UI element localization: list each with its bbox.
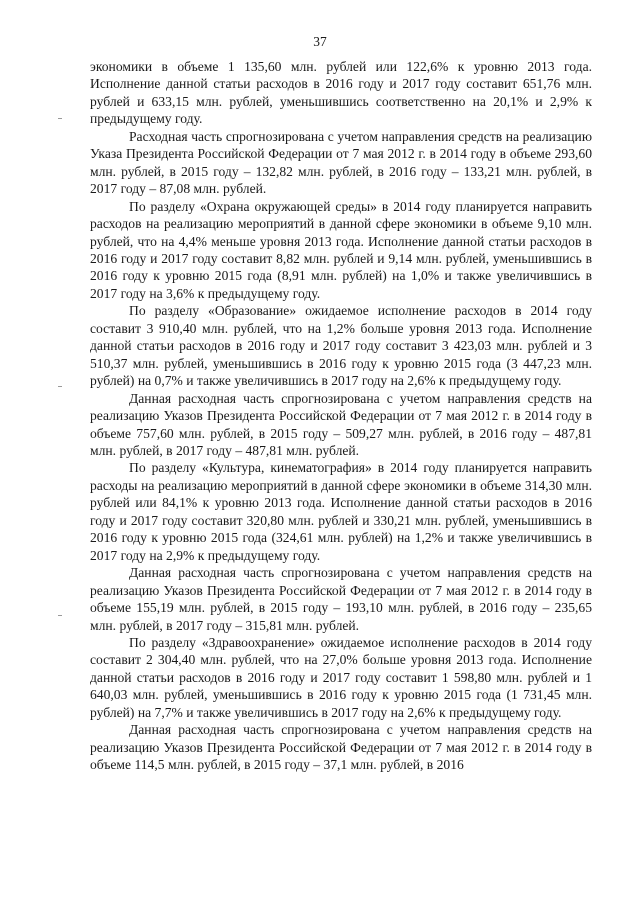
margin-mark: [58, 386, 62, 387]
page-number: 37: [313, 34, 327, 49]
paragraph: Данная расходная часть спрогнозирована с учетом направления средств на реализацию Указов Президента Российской Федерации от 7 мая 2012 г. в 2014 году в объеме 757,60 млн. рублей, в 2015 году – 509,27 млн. рублей, в 2016 году – 487,81 млн. рублей, в 2017 году – 487,81 млн. рублей.: [90, 390, 592, 458]
paragraph: По разделу «Культура, кинематография» в 2014 году планируется направить расходы на реализацию мероприятий в данной сфере экономики в объеме 314,30 млн. рублей или 84,1% к уровню 2013 года. Исполнение данной статьи расходов в 2016 году и 2017 году составит 320,80 млн. рублей и 330,21 млн. рублей, уменьшившись в 2016 году к уровню 2015 года (324,61 млн. рублей) на 1,2% и также увеличившись в 2017 году на 2,9% к предыдущему году.: [90, 460, 592, 563]
paragraph: По разделу «Здравоохранение» ожидаемое исполнение расходов в 2014 году составит 2 304,40 млн. рублей, что на 27,0% больше уровня 2013 года. Исполнение данной статьи расходов в 2016 году и 2017 году составит 1 598,80 млн. рублей и 1 640,03 млн. рублей, уменьшившись в 2016 году к уровню 2015 года (1 731,45 млн. рублей) на 7,7% и также увеличившись в 2017 году на 2,6% к предыдущему году.: [90, 634, 592, 720]
margin-mark: [58, 118, 62, 119]
margin-mark: [58, 615, 62, 616]
paragraph: Данная расходная часть спрогнозирована с учетом направления средств на реализацию Указов Президента Российской Федерации от 7 мая 2012 г. в 2014 году в объеме 155,19 млн. рублей, в 2015 году – 193,10 млн. рублей, в 2016 году – 235,65 млн. рублей, в 2017 году – 315,81 млн. рублей.: [90, 565, 592, 633]
paragraph: Данная расходная часть спрогнозирована с учетом направления средств на реализацию Указов Президента Российской Федерации от 7 мая 2012 г. в 2014 году в объеме 114,5 млн. рублей, в 2015 году – 37,1 млн. рублей, в 2016: [90, 722, 592, 773]
paragraph: экономики в объеме 1 135,60 млн. рублей или 122,6% к уровню 2013 года. Исполнение данной статьи расходов в 2016 году и 2017 году составит 651,76 млн. рублей и 633,15 млн. рублей, уменьшившись соответственно на 20,1% и 2,9% к предыдущему году.: [90, 59, 592, 127]
paragraph: По разделу «Охрана окружающей среды» в 2014 году планируется направить расходов на реализацию мероприятий в данной сфере экономики в объеме 9,10 млн. рублей, что на 4,4% меньше уровня 2013 года. Исполнение данной статьи расходов в 2016 году и 2017 году составит 8,82 млн. рублей и 9,14 млн. рублей, уменьшившись в 2016 году к уровню 2015 года (8,91 млн. рублей) на 1,0% и также увеличившись в 2017 году на 3,6% к предыдущему году.: [90, 198, 592, 301]
paragraph: По разделу «Образование» ожидаемое исполнение расходов в 2014 году составит 3 910,40 млн. рублей, что на 1,2% больше уровня 2013 года. Исполнение данной статьи расходов в 2016 году и 2017 году составит 3 423,03 млн. рублей и 3 510,37 млн. рублей, уменьшившись в 2016 году к уровню 2015 года (3 447,23 млн. рублей) на 0,7% и также увеличившись в 2017 году на 2,6% к предыдущему году.: [90, 303, 592, 389]
document-body: [90, 58, 592, 774]
paragraph: Расходная часть спрогнозирована с учетом направления средств на реализацию Указа Президента Российской Федерации от 7 мая 2012 г. в 2014 году в объеме 293,60 млн. рублей, в 2015 году – 132,82 млн. рублей, в 2016 году – 133,21 млн. рублей, в 2017 году – 87,08 млн. рублей.: [90, 128, 592, 197]
